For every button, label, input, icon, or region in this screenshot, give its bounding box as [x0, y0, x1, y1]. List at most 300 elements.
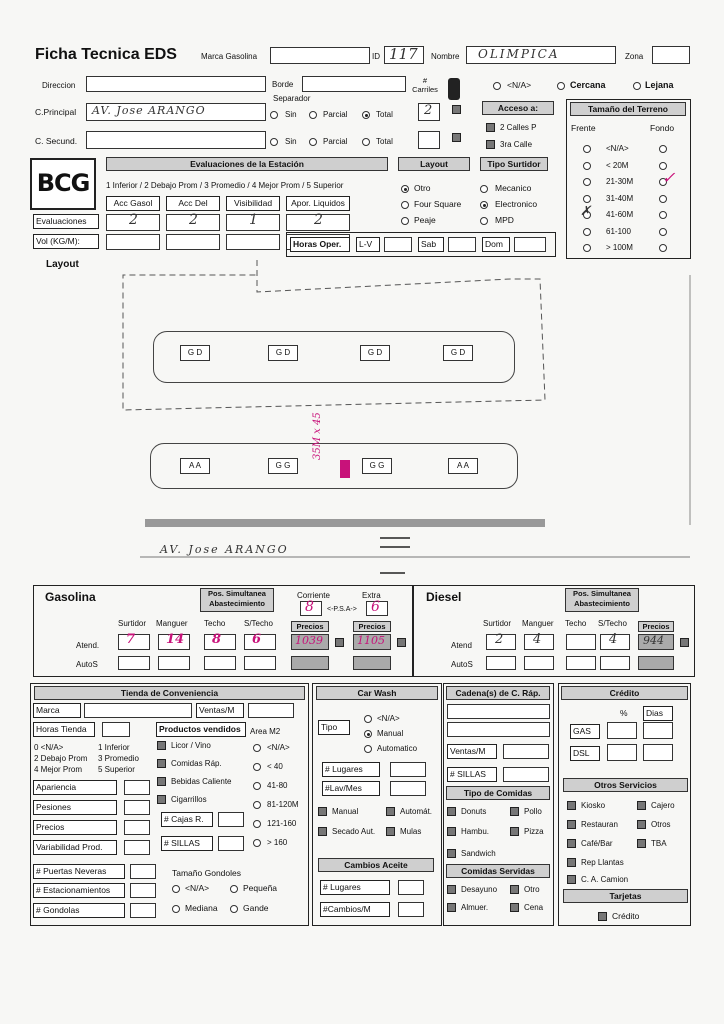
diesel-autos-precio[interactable] [638, 656, 674, 670]
pump-unit: G G [362, 458, 392, 474]
diesel-col-label: Techo [565, 619, 587, 628]
carwash-cambiosm-field[interactable] [398, 902, 424, 917]
evaluaciones-col-label: Acc Gasol [106, 196, 160, 211]
carriles-value: 2 [424, 103, 433, 118]
gasolina-autos-precio-2[interactable] [353, 656, 391, 670]
terreno-fondo-radio[interactable] [659, 228, 667, 236]
tienda-eval-label: Precios [33, 820, 117, 835]
terreno-header: Tamaño del Terreno [570, 102, 686, 116]
vol-row-label: Vol (KG/M): [33, 234, 99, 249]
proximity-cercana-radio[interactable] [557, 82, 565, 90]
cadena-meal-checkbox[interactable] [447, 885, 456, 894]
gondola-size-radio[interactable] [230, 885, 238, 893]
gasolina-corriente-label: Corriente [297, 591, 330, 600]
bcg-logo-text: BCG [36, 169, 90, 197]
site-sketch [110, 255, 710, 585]
sep-sin-radio-1[interactable] [270, 111, 278, 119]
horas-lv-field[interactable] [384, 237, 412, 252]
cadena-servidas-header: Comidas Servidas [446, 864, 550, 878]
tienda-product-label: Bebidas Caliente [171, 777, 232, 786]
tienda-area-label: < 40 [267, 762, 283, 771]
cadena-meal-checkbox[interactable] [447, 903, 456, 912]
tienda-product-checkbox[interactable] [157, 759, 166, 768]
diesel-col-label: Manguer [522, 619, 554, 628]
gasolina-title: Gasolina [45, 590, 96, 604]
carwash-lavmes-label: #Lav/Mes [322, 781, 380, 796]
tienda-horas-label: Horas Tienda [33, 722, 95, 737]
otros-servicio-label: Otros [651, 820, 671, 829]
otros-servicio-checkbox[interactable] [567, 801, 576, 810]
carwash-lugares2-field[interactable] [398, 880, 424, 895]
gondola-size-radio[interactable] [172, 885, 180, 893]
borde-field[interactable] [302, 76, 406, 92]
otros-servicio-label: Kiosko [581, 801, 606, 810]
acceso-3ra-label: 3ra Calle [500, 140, 533, 149]
sep-sin-radio-2[interactable] [270, 138, 278, 146]
tienda-area-label: > 160 [267, 838, 288, 847]
carwash-lugares-field[interactable] [390, 762, 426, 777]
site-dimensions-note: 35M x 45 [312, 412, 323, 460]
layout-type-label: Four Square [414, 199, 462, 209]
horas-label: Horas Oper. [290, 237, 350, 252]
diesel-atend-value: 4 [609, 632, 618, 647]
otros-servicio-label: Rep Llantas [581, 858, 624, 867]
vol-field[interactable] [106, 234, 160, 250]
sep-total-label-2: Total [376, 137, 393, 146]
carwash-check-label: Mulas [400, 827, 422, 836]
sep-parcial-label-2: Parcial [323, 137, 348, 146]
tienda-product-label: Comidas Ráp. [171, 759, 222, 768]
horas-sab-field[interactable] [448, 237, 476, 252]
direccion-field[interactable] [86, 76, 266, 92]
carriles-checkbox-2[interactable] [452, 133, 461, 142]
carwash-cambios-header: Cambios Aceite [318, 858, 434, 872]
horas-dom-field[interactable] [514, 237, 546, 252]
gasolina-precios-extra-label: Precios [353, 621, 391, 632]
tarjetas-credito-checkbox[interactable] [598, 912, 607, 921]
layout-type-radio[interactable] [401, 201, 409, 209]
tienda-area-radio[interactable] [253, 744, 261, 752]
gasolina-precio-corriente: 1039 [295, 634, 323, 647]
carwash-check[interactable] [318, 807, 327, 816]
carwash-header: Car Wash [316, 686, 438, 700]
separador-label: Separador [273, 94, 311, 103]
cadena-food-checkbox[interactable] [447, 849, 456, 858]
vol-field[interactable] [226, 234, 280, 250]
tienda-scale-2: 2 Debajo Prom [34, 754, 88, 763]
otros-servicio-checkbox[interactable] [637, 801, 646, 810]
diesel-atend-label: Atend [451, 641, 472, 650]
tienda-ventas-label: Ventas/M [196, 703, 244, 718]
diesel-title: Diesel [426, 590, 462, 604]
surtidor-type-header: Tipo Surtidor [480, 157, 548, 171]
diesel-precio: 944 [643, 634, 664, 647]
gasolina-autos-field[interactable] [204, 656, 236, 670]
credito-pct-label: % [620, 708, 628, 718]
credito-dsl-label: DSL [570, 746, 600, 761]
layout-type-label: Otro [414, 183, 431, 193]
pump-unit: G D [268, 345, 298, 361]
terreno-fondo-radio[interactable] [659, 244, 667, 252]
evaluaciones-value: 1 [249, 212, 258, 228]
surtidor-type-label: Mecanico [495, 183, 532, 193]
gasolina-pos-simult: Pos. Simultanea Abastecimiento [200, 588, 274, 612]
diesel-autos-field[interactable] [524, 656, 554, 670]
surtidor-type-label: Electronico [495, 199, 538, 209]
terreno-frente-radio[interactable] [583, 244, 591, 252]
tienda-sillas-field[interactable] [218, 836, 244, 851]
cadena-meal-label: Otro [524, 885, 540, 894]
cadena-food-checkbox[interactable] [447, 807, 456, 816]
terreno-fondo-radio[interactable] [659, 195, 667, 203]
cadena-food-checkbox[interactable] [510, 827, 519, 836]
tienda-area-label: 81-120M [267, 800, 299, 809]
terreno-fondo-radio[interactable] [659, 145, 667, 153]
otros-servicios-header: Otros Servicios [563, 778, 688, 792]
diesel-col-label: S/Techo [598, 619, 627, 628]
id-value: 117 [389, 45, 418, 63]
gasolina-precio-extra: 1105 [357, 634, 385, 647]
tienda-scale-4: 4 Mejor Prom [34, 765, 83, 774]
gasolina-corriente-value: 8 [305, 599, 314, 615]
tienda-product-checkbox[interactable] [157, 795, 166, 804]
cadena-field-2[interactable] [447, 722, 550, 737]
tienda-area-radio[interactable] [253, 782, 261, 790]
diesel-col-label: Surtidor [483, 619, 512, 628]
terreno-option-label: 31-40M [606, 193, 634, 203]
cadena-header: Cadena(s) de C. Ráp. [446, 686, 550, 700]
terreno-frente-radio[interactable] [583, 228, 591, 236]
gondola-size-radio[interactable] [172, 905, 180, 913]
cadena-ventas-label: Ventas/M [447, 744, 497, 759]
cadena-food-label: Pizza [524, 827, 544, 836]
gasolina-autos-field[interactable] [158, 656, 190, 670]
tienda-product-label: Cigarrillos [171, 795, 207, 804]
carwash-cambiosm-label: #Cambios/M [320, 902, 390, 917]
gasolina-extra-value: 6 [371, 599, 380, 615]
sep-parcial-radio-2[interactable] [309, 138, 317, 146]
carwash-lugares2-label: # Lugares [320, 880, 390, 895]
diesel-precio-checkbox[interactable] [680, 638, 689, 647]
gasolina-autos-field[interactable] [244, 656, 276, 670]
gondola-size-radio[interactable] [230, 905, 238, 913]
tienda-marca-field[interactable] [84, 703, 192, 718]
cadena-food-label: Hambu. [461, 827, 490, 836]
gondola-size-label: Gande [243, 903, 269, 913]
carwash-tipo-label: Tipo [318, 720, 350, 735]
tienda-eval-label: Variabilidad Prod. [33, 840, 117, 855]
zona-label: Zona [625, 52, 644, 61]
tienda-product-label: Licor / Vino [171, 741, 211, 750]
diesel-atend-value: 2 [495, 632, 504, 647]
nombre-label: Nombre [431, 52, 460, 61]
form-title: Ficha Tecnica EDS [35, 46, 177, 63]
carwash-check[interactable] [386, 807, 395, 816]
tienda-estacionamientos-field[interactable] [130, 883, 156, 898]
otros-servicio-label: Restauran [581, 820, 618, 829]
gasolina-col-label: S/Techo [244, 619, 273, 628]
carriles-label: # Carriles [412, 76, 438, 94]
terreno-fondo-label: Fondo [650, 123, 675, 133]
pump-unit: G D [180, 345, 210, 361]
tienda-area-radio[interactable] [253, 801, 261, 809]
tienda-cajas-label: # Cajas R. [161, 812, 213, 827]
carwash-check[interactable] [318, 827, 327, 836]
tienda-horas-field[interactable] [102, 722, 130, 737]
layout-type-radio[interactable] [401, 217, 409, 225]
terreno-frente-radio[interactable] [583, 195, 591, 203]
evaluaciones-value: 2 [314, 212, 323, 228]
gasolina-precios-corriente-label: Precios [291, 621, 329, 632]
gasolina-atend-value: 7 [126, 632, 136, 647]
otros-servicio-checkbox[interactable] [637, 839, 646, 848]
gondola-size-label: Mediana [185, 903, 218, 913]
carwash-type-label: Manual [377, 729, 404, 738]
otros-servicio-checkbox[interactable] [637, 820, 646, 829]
tarjetas-credito-label: Crédito [612, 911, 640, 921]
terreno-frente-radio[interactable] [583, 178, 591, 186]
gondola-size-label: Pequeña [243, 883, 278, 893]
evaluaciones-col-label: Acc Del [166, 196, 220, 211]
gasolina-autos-field[interactable] [118, 656, 150, 670]
surtidor-type-radio[interactable] [480, 185, 488, 193]
evaluaciones-value: 2 [129, 212, 138, 228]
sep-total-label-1: Total [376, 110, 393, 119]
tienda-area-radio[interactable] [253, 839, 261, 847]
tienda-scale-1: 1 Inferior [98, 743, 130, 752]
gasolina-col-label: Manguer [156, 619, 188, 628]
proximity-na-radio[interactable] [493, 82, 501, 90]
otros-servicio-label: TBA [651, 839, 667, 848]
acceso-2calles-label: 2 Calles P [500, 123, 537, 132]
otros-servicio-checkbox[interactable] [567, 820, 576, 829]
nombre-value: OLIMPICA [478, 47, 560, 61]
horas-sab-label: Sab [418, 237, 444, 252]
tienda-tam-gondolas-label: Tamaño Gondoles [172, 868, 241, 878]
otros-servicio-checkbox[interactable] [567, 839, 576, 848]
layout-type-radio[interactable] [401, 185, 409, 193]
cadena-meal-label: Desayuno [461, 885, 498, 894]
acceso-2calles-checkbox[interactable] [486, 123, 495, 132]
credito-dsl-pct[interactable] [607, 744, 637, 761]
credito-gas-dias[interactable] [643, 722, 673, 739]
tienda-product-checkbox[interactable] [157, 741, 166, 750]
tienda-area-label: 121-160 [267, 819, 297, 828]
gasolina-precio-corriente-checkbox[interactable] [335, 638, 344, 647]
cadena-food-checkbox[interactable] [510, 807, 519, 816]
tienda-area-label: 41-80 [267, 781, 288, 790]
tienda-scale-3: 3 Promedio [98, 754, 139, 763]
evaluaciones-header: Evaluaciones de la Estación [106, 157, 388, 171]
diesel-atend-value: 4 [533, 632, 542, 647]
tarjetas-header: Tarjetas [563, 889, 688, 903]
tienda-product-checkbox[interactable] [157, 777, 166, 786]
carriles-checkbox-1[interactable] [452, 105, 461, 114]
tienda-eval-field[interactable] [124, 840, 150, 855]
carwash-type-radio[interactable] [364, 715, 372, 723]
tienda-eval-label: Apariencia [33, 780, 117, 795]
direccion-label: Direccion [42, 81, 76, 90]
cadena-food-label: Pollo [524, 807, 542, 816]
bcg-logo [30, 158, 96, 210]
otros-servicio-label: C. A. Camion [581, 875, 629, 884]
otros-servicio-checkbox[interactable] [567, 875, 576, 884]
carwash-check-label: Secado Aut. [332, 827, 376, 836]
terreno-frente-radio[interactable] [583, 162, 591, 170]
diesel-precios-label: Precios [638, 621, 674, 632]
cadena-meal-label: Almuer. [461, 903, 489, 912]
sep-sin-label-2: Sin [285, 137, 297, 146]
horas-dom-label: Dom [482, 237, 510, 252]
marca-gasolina-label: Marca Gasolina [201, 52, 258, 61]
carwash-type-label: Automatico [377, 744, 418, 753]
diesel-atend-field[interactable] [566, 634, 596, 650]
tienda-neveras-field[interactable] [130, 864, 156, 879]
tienda-eval-label: Pesiones [33, 800, 117, 815]
cadena-meal-checkbox[interactable] [510, 885, 519, 894]
gasolina-col-label: Techo [204, 619, 226, 628]
carwash-check-label: Automát. [400, 807, 433, 816]
surtidor-type-radio[interactable] [480, 201, 488, 209]
cadena-sillas-field[interactable] [503, 767, 549, 782]
carwash-check-label: Manual [332, 807, 359, 816]
terreno-fondo-mark: ✓ [662, 168, 676, 187]
tienda-neveras-label: # Puertas Neveras [33, 864, 125, 879]
gasolina-atend-label: Atend. [76, 641, 100, 650]
tienda-productos-label: Productos vendidos [156, 722, 246, 737]
acceso-3ra-checkbox[interactable] [486, 140, 495, 149]
vol-field[interactable] [166, 234, 220, 250]
sep-parcial-radio-1[interactable] [309, 111, 317, 119]
proximity-cercana-label: Cercana [570, 80, 606, 90]
proximity-lejana-radio[interactable] [633, 82, 641, 90]
tienda-area-label: Area M2 [250, 727, 281, 736]
otros-servicio-checkbox[interactable] [567, 858, 576, 867]
evaluaciones-row-label: Evaluaciones [33, 214, 99, 229]
sep-parcial-label-1: Parcial [323, 110, 348, 119]
diesel-autos-field[interactable] [600, 656, 630, 670]
credito-dsl-dias[interactable] [643, 744, 673, 761]
cadena-food-checkbox[interactable] [447, 827, 456, 836]
credito-dias-label: Dias [643, 706, 673, 721]
horas-lv-label: L-V [356, 237, 380, 252]
tienda-eval-field[interactable] [124, 780, 150, 795]
street-name: AV. Jose ARANGO [160, 543, 289, 556]
c-principal-value: AV. Jose ARANGO [92, 104, 206, 117]
tienda-eval-field[interactable] [124, 800, 150, 815]
proximity-lejana-label: Lejana [645, 80, 674, 90]
sep-total-radio-2[interactable] [362, 138, 370, 146]
pump-unit: G D [360, 345, 390, 361]
surtidor-type-radio[interactable] [480, 217, 488, 225]
terreno-frente-label: Frente [571, 123, 596, 133]
terreno-frente-radio[interactable] [583, 145, 591, 153]
terreno-option-label: <N/A> [606, 144, 629, 153]
traffic-light-icon [448, 78, 460, 100]
cadena-food-label: Sandwich [461, 849, 496, 858]
tienda-cajas-field[interactable] [218, 812, 244, 827]
terreno-option-label: < 20M [606, 160, 629, 170]
diesel-autos-field[interactable] [486, 656, 516, 670]
c-secund-label: C. Secund. [35, 136, 78, 146]
zona-field[interactable] [652, 46, 690, 64]
otros-servicio-label: Cajero [651, 801, 675, 810]
evaluaciones-scale: 1 Inferior / 2 Debajo Prom / 3 Promedio / 4 Mejor Prom / 5 Superior [106, 181, 344, 190]
carwash-type-radio[interactable] [364, 730, 372, 738]
carwash-check[interactable] [386, 827, 395, 836]
sep-total-radio-1[interactable] [362, 111, 370, 119]
borde-label: Borde [272, 80, 294, 89]
cadena-field-1[interactable] [447, 704, 550, 719]
gasolina-psa-label: <-P.S.A-> [327, 606, 357, 613]
carwash-type-label: <N/A> [377, 714, 400, 723]
tienda-gondolas-label: # Gondolas [33, 903, 125, 918]
carwash-lavmes-field[interactable] [390, 781, 426, 796]
cadena-sillas-label: # SILLAS [447, 767, 497, 782]
tienda-scale-5: 5 Superior [98, 765, 135, 774]
evaluaciones-col-label: Visibilidad [226, 196, 280, 211]
c-secund-field[interactable] [86, 131, 266, 149]
tienda-header: Tienda de Conveniencia [34, 686, 305, 700]
gasolina-col-label: Surtidor [118, 619, 147, 628]
credito-gas-label: GAS [570, 724, 600, 739]
credito-header: Crédito [561, 686, 688, 700]
otros-servicio-label: Café/Bar [581, 839, 613, 848]
layout-type-header: Layout [398, 157, 470, 171]
canopy-column [340, 460, 350, 478]
tienda-ventas-field[interactable] [248, 703, 294, 718]
terreno-frente-mark: ✗ [580, 204, 591, 219]
surtidor-type-label: MPD [495, 215, 514, 225]
c-principal-label: C.Principal [35, 107, 77, 117]
gasolina-atend-value: 14 [166, 632, 185, 647]
cadena-meal-label: Cena [524, 903, 544, 912]
gondola-size-label: <N/A> [185, 883, 210, 893]
cadena-tipo-header: Tipo de Comidas [446, 786, 550, 800]
carriles-field-2[interactable] [418, 131, 440, 149]
terreno-option-label: 41-60M [606, 210, 634, 219]
layout-type-label: Peaje [414, 215, 436, 225]
terreno-fondo-radio[interactable] [659, 211, 667, 219]
pump-unit: G D [443, 345, 473, 361]
tienda-estacionamientos-label: # Estacionamientos [33, 883, 125, 898]
gasolina-precio-extra-checkbox[interactable] [397, 638, 406, 647]
cadena-meal-checkbox[interactable] [510, 903, 519, 912]
tienda-eval-field[interactable] [124, 820, 150, 835]
pump-unit: G G [268, 458, 298, 474]
pump-unit: A A [448, 458, 478, 474]
sep-sin-label-1: Sin [285, 110, 297, 119]
evaluaciones-col-label: Apor. Liquidos [286, 196, 350, 211]
credito-gas-pct[interactable] [607, 722, 637, 739]
tienda-gondolas-field[interactable] [130, 903, 156, 918]
diesel-pos-simult: Pos. Simultanea Abastecimiento [565, 588, 639, 612]
gasolina-atend-value: 6 [252, 632, 262, 647]
carwash-lugares-label: # Lugares [322, 762, 380, 777]
carwash-type-radio[interactable] [364, 745, 372, 753]
diesel-autos-label: AutoS [451, 660, 473, 669]
gasolina-atend-value: 8 [212, 632, 222, 647]
tienda-area-radio[interactable] [253, 763, 261, 771]
tienda-area-radio[interactable] [253, 820, 261, 828]
tienda-area-label: <N/A> [267, 743, 290, 752]
evaluaciones-value: 2 [189, 212, 198, 228]
cadena-ventas-field[interactable] [503, 744, 549, 759]
gasolina-autos-precio-1[interactable] [291, 656, 329, 670]
diesel-autos-field[interactable] [566, 656, 596, 670]
terreno-option-label: 21-30M [606, 177, 634, 186]
marca-gasolina-field[interactable] [270, 47, 370, 64]
